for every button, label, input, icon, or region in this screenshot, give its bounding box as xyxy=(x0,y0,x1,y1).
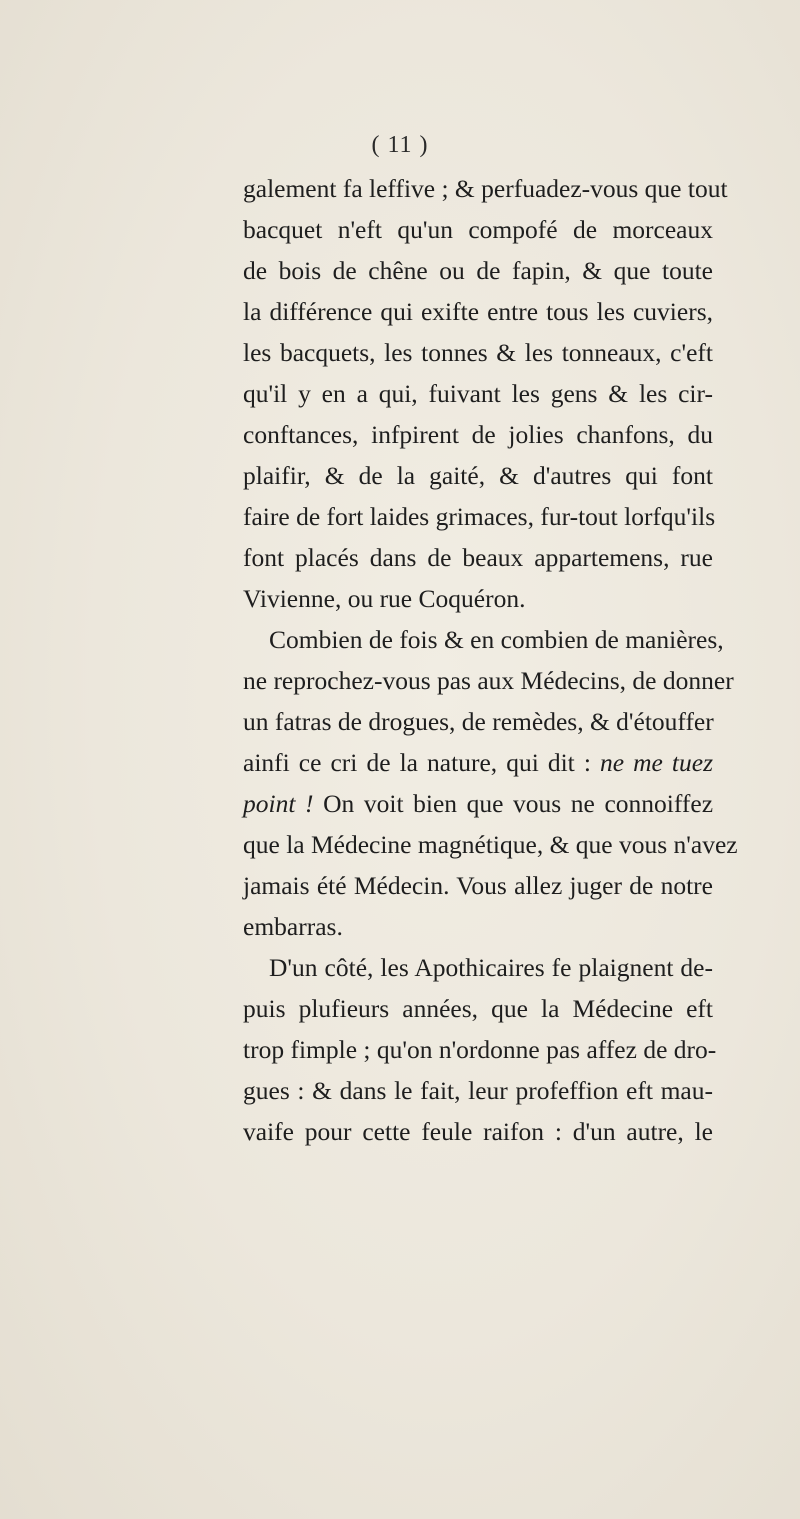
page-number: ( 11 ) xyxy=(371,132,429,158)
text-line: bacquet n'eft qu'un compofé de morceaux xyxy=(243,215,713,244)
text-line: la différence qui exifte entre tous les cuviers, xyxy=(243,297,713,326)
text-line: conftances, infpirent de jolies chanfons, du xyxy=(243,420,713,449)
italic-phrase: ne me tuez xyxy=(599,748,713,777)
text-line: D'un côté, les Apothicaires fe plaignent de- xyxy=(269,953,713,982)
text-line: gues : & dans le fait, leur profeffion eft mau- xyxy=(243,1076,713,1105)
italic-phrase: point ! xyxy=(243,789,314,818)
text-line: Combien de fois & en combien de manières, xyxy=(269,625,724,654)
text-line: ne reprochez-vous pas aux Médecins, de donner xyxy=(243,666,734,695)
text-line-with-italic xyxy=(243,742,713,783)
text-line: Vivienne, ou rue Coquéron. xyxy=(243,584,526,613)
text-line: galement fa leffive ; & perfuadez-vous que tout xyxy=(243,174,728,203)
text-line: un fatras de drogues, de remèdes, & d'étouffer xyxy=(243,707,714,736)
text-line: faire de fort laides grimaces, fur-tout lorfqu'ils xyxy=(243,502,716,531)
text-line: qu'il y en a qui, fuivant les gens & les cir- xyxy=(243,379,713,408)
text-line-part: On voit bien que vous ne connoiffez xyxy=(323,789,714,818)
text-line: trop fimple ; qu'on n'ordonne pas affez de dro- xyxy=(243,1035,717,1064)
text-line: jamais été Médecin. Vous allez juger de notre xyxy=(243,871,713,900)
text-line-part: ainfi ce cri de la nature, qui dit : xyxy=(243,748,591,777)
body-text xyxy=(243,168,738,1152)
text-line: vaife pour cette feule raifon : d'un autre, le xyxy=(243,1117,713,1146)
text-line: font placés dans de beaux appartemens, rue xyxy=(243,543,713,572)
text-line-with-italic xyxy=(243,783,713,824)
text-line: les bacquets, les tonnes & les tonneaux, c'eft xyxy=(243,338,713,367)
text-line: que la Médecine magnétique, & que vous n'avez xyxy=(243,830,738,859)
text-line: puis plufieurs années, que la Médecine eft xyxy=(243,994,713,1023)
text-line: de bois de chêne ou de fapin, & que toute xyxy=(243,256,713,285)
text-line: plaifir, & de la gaité, & d'autres qui font xyxy=(243,461,713,490)
text-line: embarras. xyxy=(243,912,343,941)
